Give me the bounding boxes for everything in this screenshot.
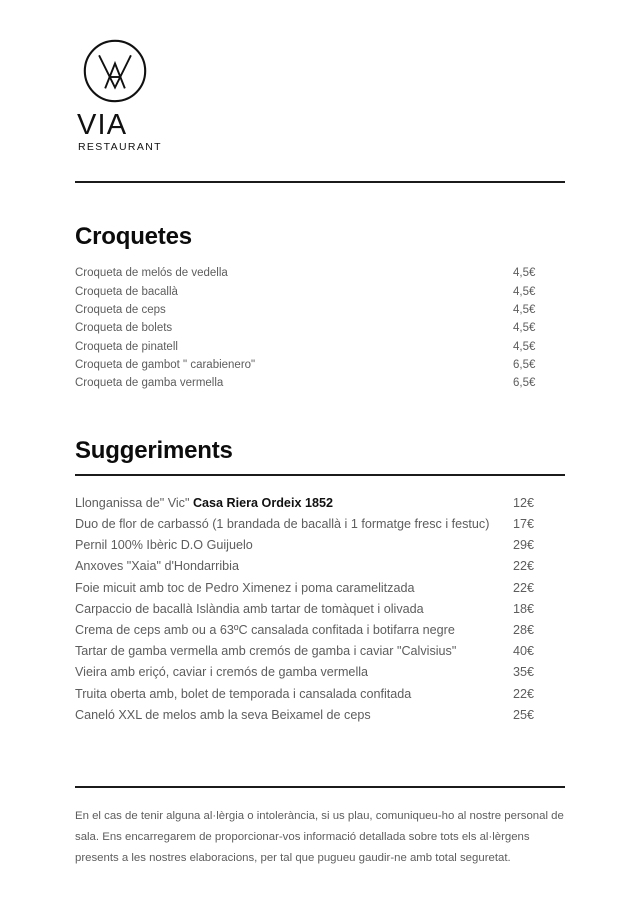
menu-item-price: 4,5€ [513,322,536,335]
menu-item-price: 28€ [513,623,535,638]
menu-item-price: 4,5€ [513,285,536,298]
menu-item [75,535,565,556]
allergen-note: En el cas de tenir alguna al·lèrgia o intolerància, si us plau, comuniqueu-ho al nostre personal de sala. Ens encarregarem de proporcionar-vos informació detallada sobre tots els al·lèrgens presents a les nostres elaboracions, per tal que pugueu gaudir-ne amb total seguretat. [75,810,564,864]
menu-list-suggeriments [75,493,565,726]
menu-item [75,493,565,514]
menu-item-name: Tartar de gamba vermella amb cremós de gamba i caviar "Calvisius" [75,644,457,659]
menu-item-name: Crema de ceps amb ou a 63ºC cansalada confitada i botifarra negre [75,623,455,638]
menu-item [75,319,565,337]
menu-item [75,338,565,356]
footer-block [75,786,565,869]
via-monogram-icon [82,38,148,104]
menu-item [75,599,565,620]
menu-item-price: 4,5€ [513,340,536,353]
menu-item-name: Croqueta de bacallà [75,285,178,298]
menu-item-price: 22€ [513,686,535,701]
menu-item-name: Pernil 100% Ibèric D.O Guijuelo [75,538,253,553]
menu-item-price: 22€ [513,559,535,574]
menu-item-name: Anxoves "Xaia" d'Hondarribia [75,559,239,574]
menu-item-price: 25€ [513,707,535,722]
menu-item-price: 4,5€ [513,267,536,280]
section-croquetes [75,224,565,392]
menu-item-name: Croqueta de bolets [75,322,173,335]
menu-item-name: Foie micuit amb toc de Pedro Ximenez i poma caramelitzada [75,580,415,595]
menu-item [75,662,565,683]
brand-header [75,0,565,154]
menu-item-name: Caneló XXL de melos amb la seva Beixamel de ceps [75,707,371,722]
menu-item [75,684,565,705]
menu-item-price: 40€ [513,644,535,659]
menu-item [75,556,565,577]
brand-subtitle: RESTAURANT [78,141,162,154]
section-title-croquetes: Croquetes [75,222,192,250]
menu-item-name: Duo de flor de carbassó (1 brandada de bacallà i 1 formatge fresc i festuc) [75,517,490,532]
menu-item [75,283,565,301]
menu-item-price: 17€ [513,517,535,532]
menu-item-name: Truita oberta amb, bolet de temporada i cansalada confitada [75,686,412,701]
suggeriments-divider [75,474,565,476]
menu-item-name: Vieira amb eriçó, caviar i cremós de gamba vermella [75,665,369,680]
menu-item-name: Croqueta de gambot " carabienero" [75,358,256,371]
footer-divider [75,786,565,788]
brand-name: VIA [77,109,128,141]
menu-item-price: 22€ [513,580,535,595]
menu-item [75,641,565,662]
menu-item-name: Croqueta de pinatell [75,340,178,353]
menu-item-price: 12€ [513,495,535,510]
menu-item [75,620,565,641]
menu-item-price: 29€ [513,538,535,553]
menu-item-name: Croqueta de melós de vedella [75,267,228,280]
menu-item [75,705,565,726]
section-suggeriments [75,438,565,726]
menu-item-name: Croqueta de gamba vermella [75,377,224,390]
menu-item-name-accent: Casa Riera Ordeix 1852 [192,495,333,510]
menu-item [75,356,565,374]
menu-item-price: 35€ [513,665,535,680]
section-title-suggeriments: Suggeriments [75,437,233,465]
header-divider [75,181,565,183]
menu-item [75,514,565,535]
menu-item-name: Croqueta de ceps [75,303,166,316]
menu-item-price: 6,5€ [513,377,536,390]
menu-item-price: 18€ [513,601,535,616]
menu-item [75,374,565,392]
menu-item-price: 4,5€ [513,303,536,316]
menu-item [75,578,565,599]
menu-item-name: Carpaccio de bacallà Islàndia amb tartar de tomàquet i olivada [75,601,424,616]
menu-list-croquetes [75,264,565,392]
menu-item-name-text: Llonganissa de" Vic" [75,495,193,510]
menu-item-price: 6,5€ [513,358,536,371]
menu-item [75,264,565,282]
menu-item [75,301,565,319]
menu-item-name [75,493,333,514]
